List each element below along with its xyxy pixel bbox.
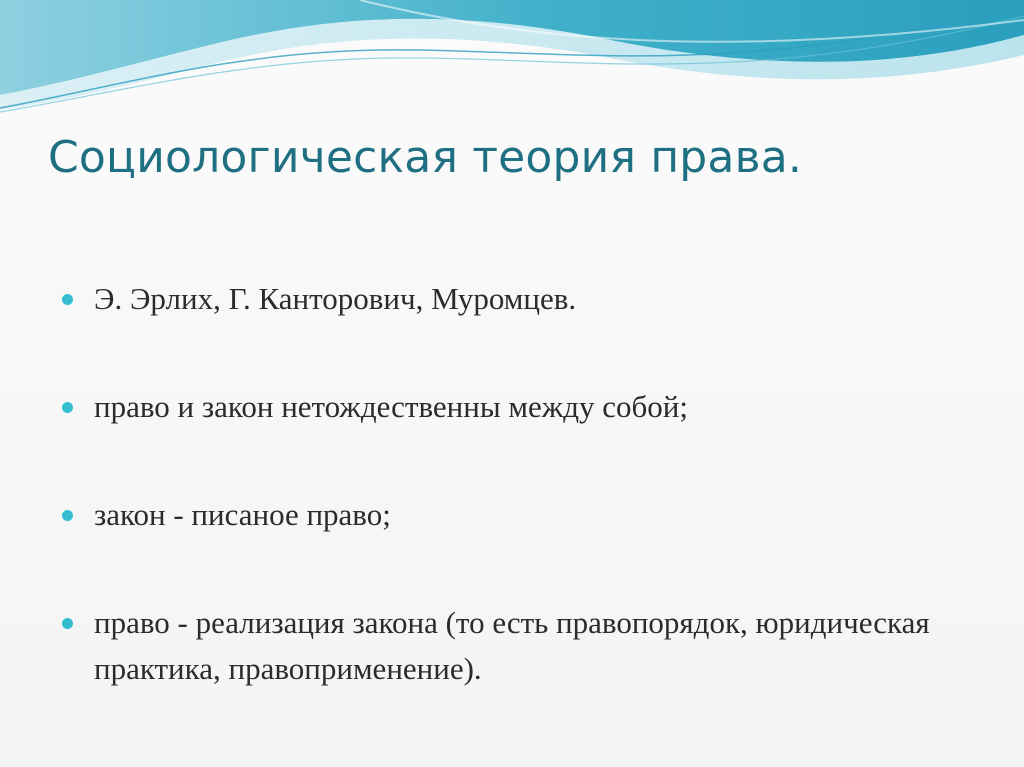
bullet-text: право и закон нетождественны между собой; (94, 389, 688, 424)
bullet-dot-icon (62, 402, 73, 413)
bullet-text: закон - писаное право; (94, 497, 391, 532)
bullet-list (62, 276, 962, 692)
bullet-text: Э. Эрлих, Г. Канторович, Муромцев. (94, 281, 577, 316)
bullet-dot-icon (62, 510, 73, 521)
decorative-wave-header (0, 0, 1024, 130)
bullet-item (62, 384, 962, 430)
bullet-text: право - реализация закона (то есть правопорядок, юридическая практика, правоприменение). (94, 605, 930, 686)
bullet-dot-icon (62, 618, 73, 629)
bullet-item (62, 492, 962, 538)
slide-title: Социологическая теория права. (48, 132, 803, 183)
bullet-item (62, 600, 962, 692)
bullet-item (62, 276, 962, 322)
bullet-dot-icon (62, 294, 73, 305)
